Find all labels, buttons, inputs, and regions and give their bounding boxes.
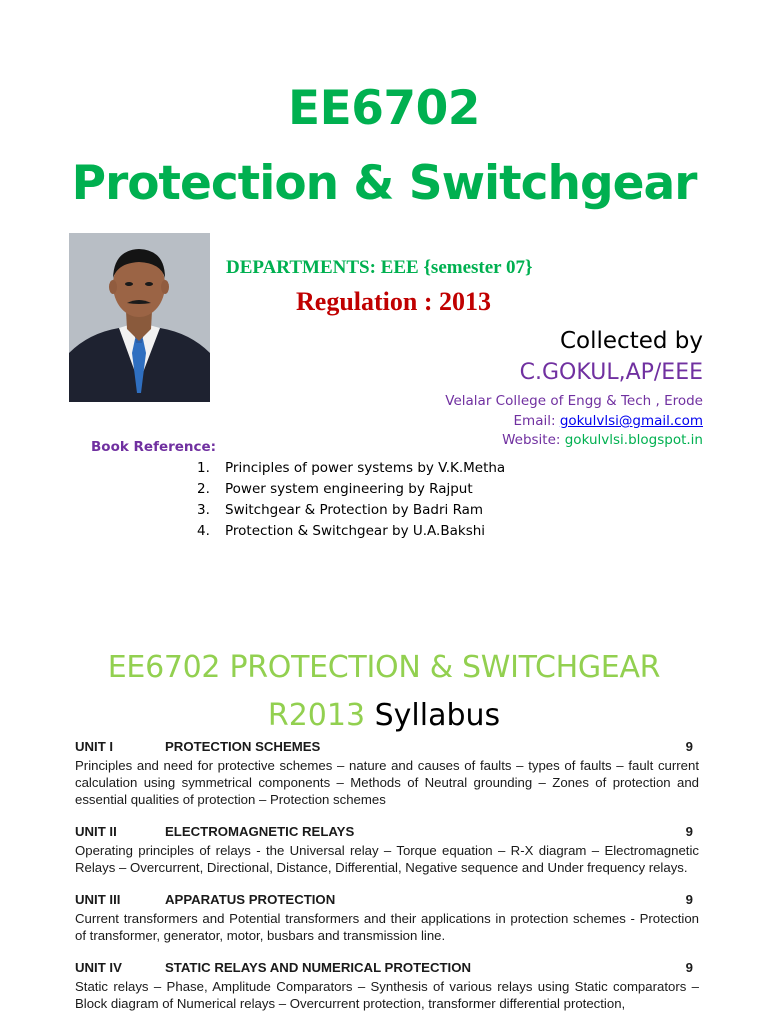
unit-body: Current transformers and Potential transformers and their applications in protection schemes - Protection of transformer, generator, motor, busbars and transmission line.: [75, 911, 699, 943]
book-reference-list: [197, 458, 505, 542]
unit-block: [75, 958, 699, 1012]
unit-hours: 9: [685, 892, 693, 907]
college-name: Velalar College of Engg & Tech , Erode: [445, 393, 703, 409]
book-title: Switchgear & Protection by Badri Ram: [225, 502, 484, 518]
book-title: Principles of power systems by V.K.Metha: [225, 460, 506, 476]
unit-block: [75, 890, 699, 944]
email-line: [514, 413, 703, 429]
unit-block: [75, 822, 699, 876]
unit-title: APPARATUS PROTECTION: [165, 892, 336, 907]
unit-hours: 9: [685, 739, 693, 754]
unit-id: UNIT IV: [75, 960, 122, 975]
syllabus-units: [75, 737, 699, 1026]
book-item: 1. Principles of power systems by V.K.Metha: [197, 460, 506, 476]
unit-id: UNIT I: [75, 739, 114, 754]
syllabus-regulation: R2013: [267, 698, 366, 733]
departments-line: DEPARTMENTS: EEE {semester 07}: [226, 257, 533, 278]
unit-id: UNIT II: [75, 824, 117, 839]
author-photo: [69, 233, 210, 402]
unit-heading: [75, 958, 699, 978]
unit-hours: 9: [685, 960, 693, 975]
unit-block: [75, 737, 699, 808]
unit-hours: 9: [685, 824, 693, 839]
email-link[interactable]: gokulvlsi@gmail.com: [559, 413, 703, 429]
website-line: [502, 432, 703, 448]
unit-body: Operating principles of relays - the Universal relay – Torque equation – R-X diagram – Electromagnetic Relays – Overcurrent, Directional, Distance, Differential, Negative sequence and Under frequency relays.: [75, 843, 699, 875]
unit-id: UNIT III: [75, 892, 121, 907]
book-item: 3. Switchgear & Protection by Badri Ram: [197, 502, 484, 518]
unit-body: Static relays – Phase, Amplitude Comparators – Synthesis of various relays using Static comparators – Block diagram of Numerical relays – Overcurrent protection, transformer differential protection,: [75, 979, 699, 1011]
author-name: C.GOKUL,AP/EEE: [519, 360, 703, 385]
book-title: Power system engineering by Rajput: [225, 481, 473, 497]
unit-heading: [75, 890, 699, 910]
syllabus-title: EE6702 PROTECTION & SWITCHGEAR: [107, 650, 661, 685]
course-code-title: EE6702: [287, 81, 481, 136]
syllabus-subtitle: [0, 698, 768, 733]
book-item: 4. Protection & Switchgear by U.A.Bakshi: [197, 523, 486, 539]
unit-title: PROTECTION SCHEMES: [165, 739, 321, 754]
website-value: gokulvlsi.blogspot.in: [564, 432, 703, 448]
unit-title: STATIC RELAYS AND NUMERICAL PROTECTION: [165, 960, 472, 975]
book-title: Protection & Switchgear by U.A.Bakshi: [225, 523, 486, 539]
regulation-line: Regulation : 2013: [296, 287, 491, 316]
syllabus-word: Syllabus: [365, 698, 501, 733]
website-label: Website:: [502, 432, 565, 448]
email-label: Email:: [513, 413, 560, 429]
unit-body: Principles and need for protective schemes – nature and causes of faults – types of faults – fault current calculation using symmetrical components – Methods of Neutral grounding – Zones of protection and essential qualities of protection – Protection schemes: [75, 758, 699, 807]
collected-by-label: Collected by: [560, 328, 703, 354]
unit-title: ELECTROMAGNETIC RELAYS: [165, 824, 355, 839]
book-reference-label: Book Reference:: [91, 439, 217, 455]
unit-heading: [75, 737, 699, 757]
book-item: 2. Power system engineering by Rajput: [197, 481, 473, 497]
course-name-title: Protection & Switchgear: [71, 156, 697, 211]
unit-heading: [75, 822, 699, 842]
